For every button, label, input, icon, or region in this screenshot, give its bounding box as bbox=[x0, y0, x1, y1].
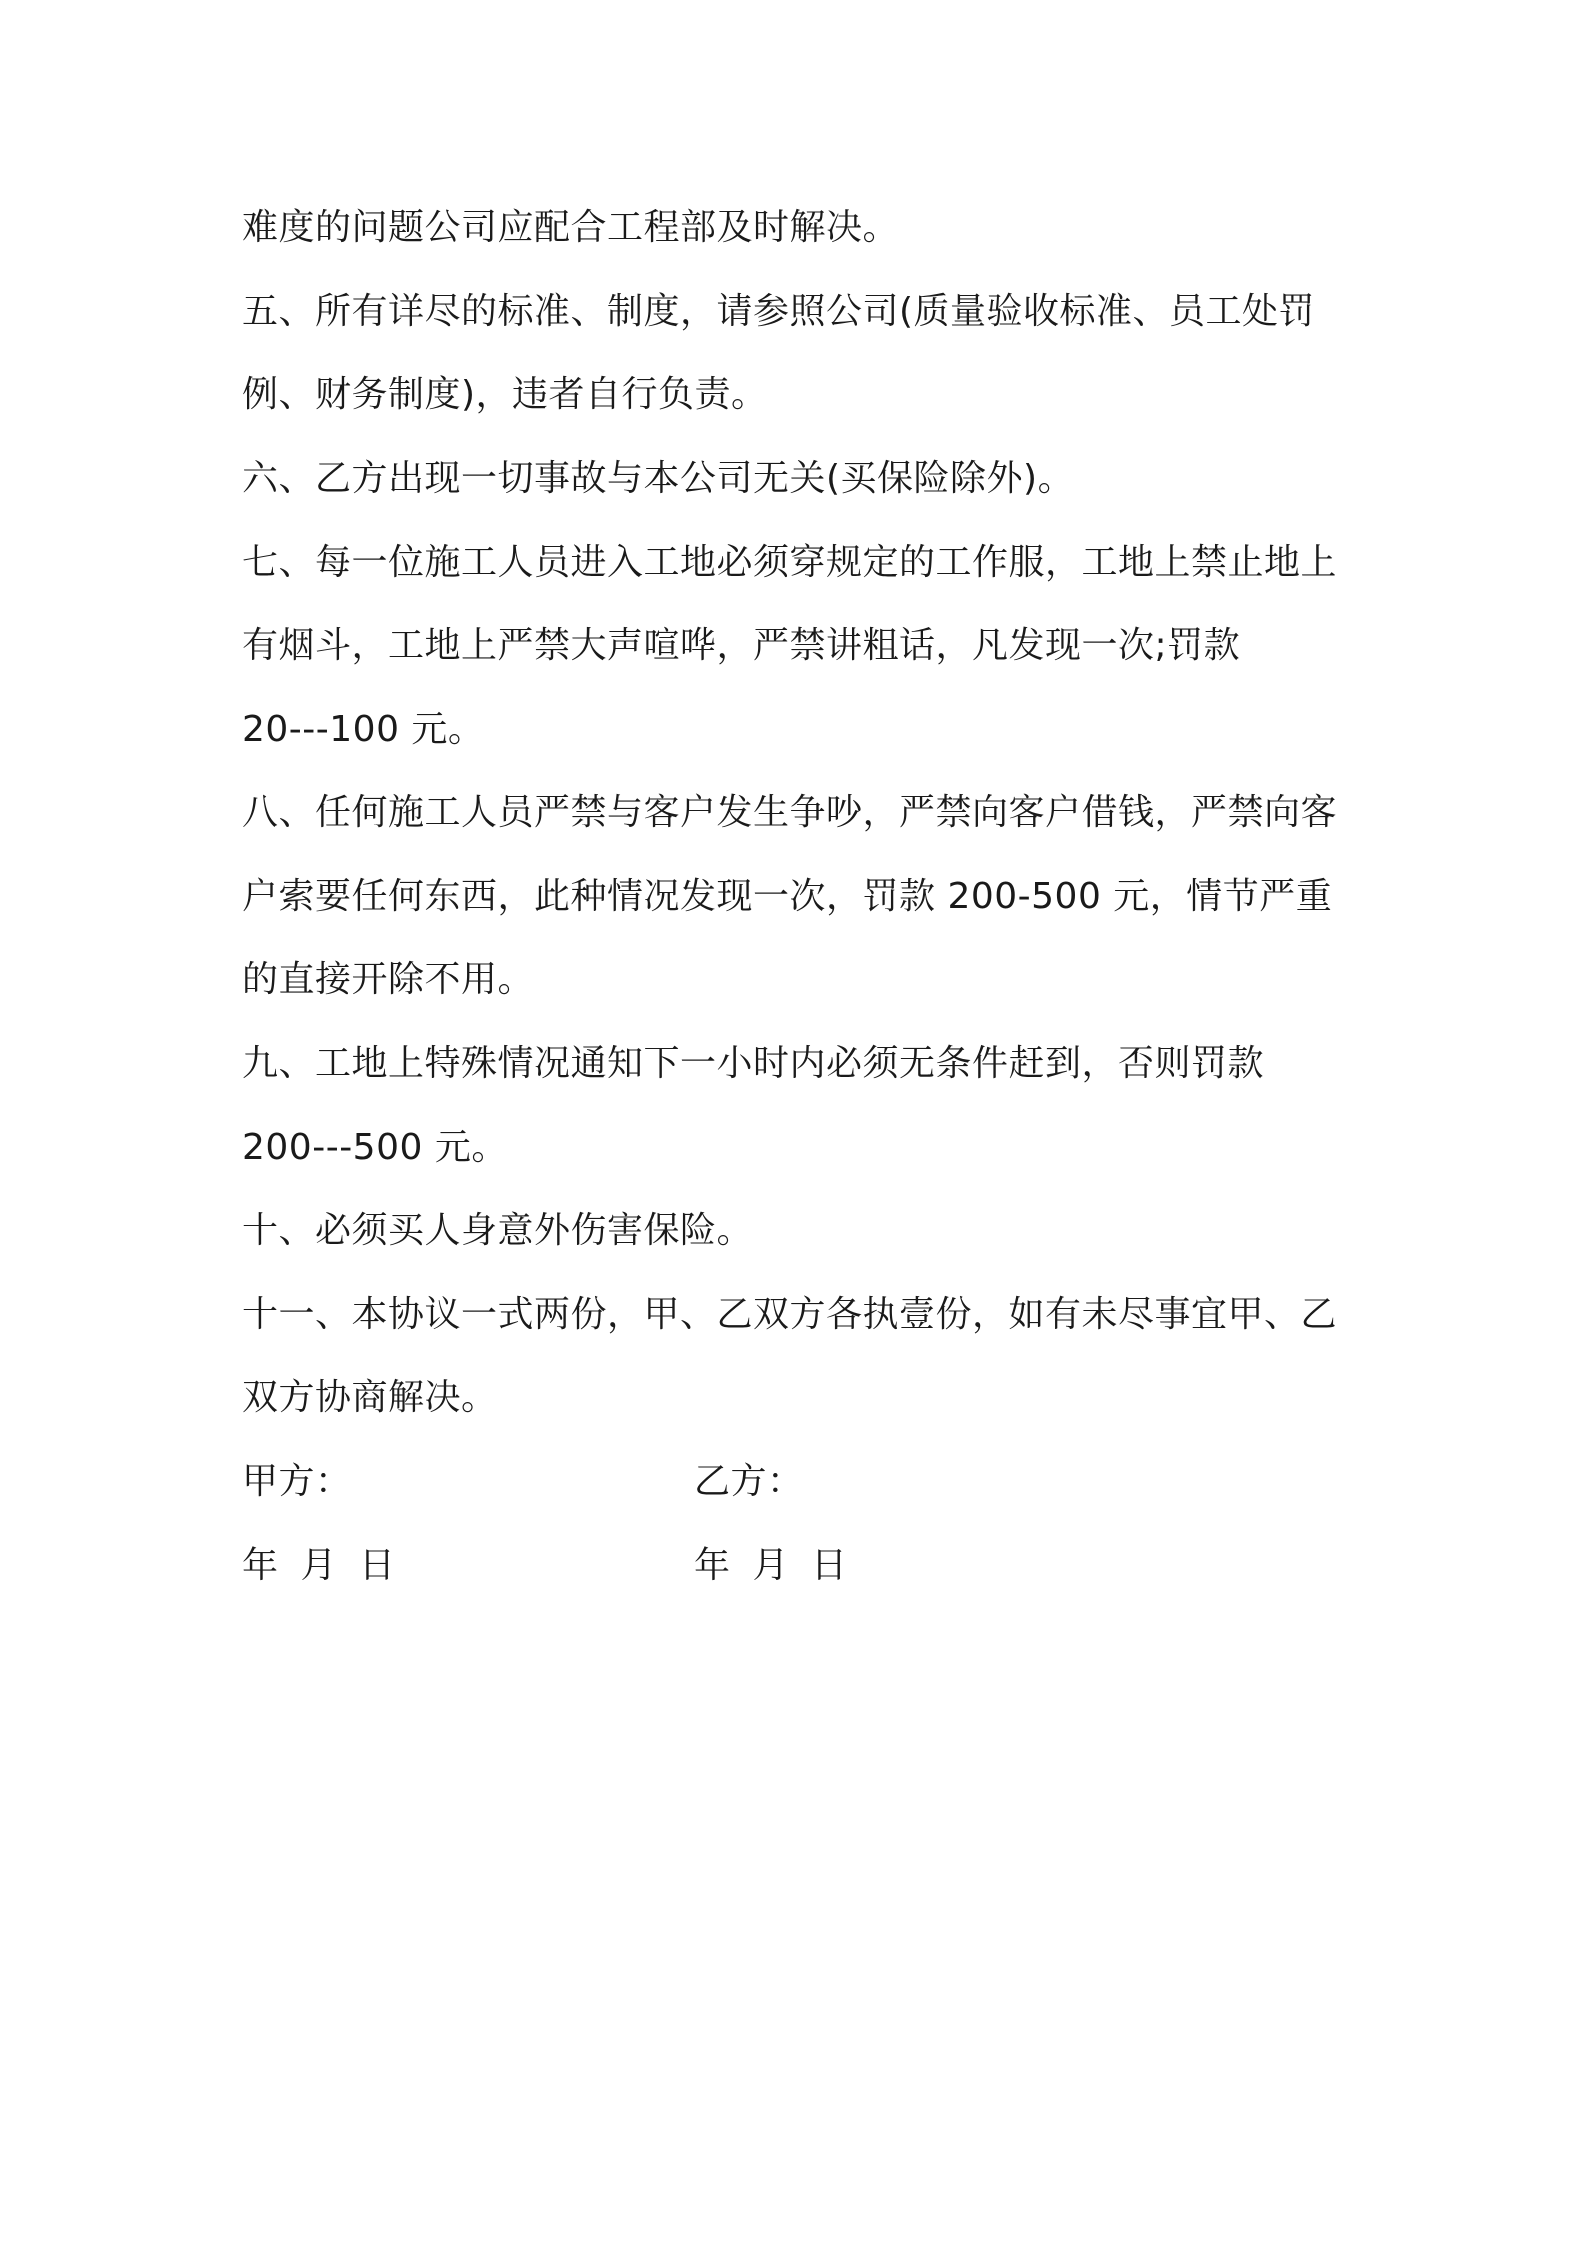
date-month: 月 bbox=[300, 1545, 338, 1586]
clause-6: 六、乙方出现一切事故与本公司无关(买保险除外)。 bbox=[242, 458, 1075, 499]
party-b-label: 乙方： bbox=[694, 1461, 804, 1502]
date-day: 日 bbox=[811, 1545, 848, 1586]
party-a-label: 甲方： bbox=[242, 1461, 352, 1502]
clause-5-line-1: 五、所有详尽的标准、制度，请参照公司(质量验收标准、员工处罚 bbox=[242, 291, 1316, 332]
clause-7-line-2: 有烟斗，工地上严禁大声喧哗，严禁讲粗话，凡发现一次;罚款 bbox=[242, 625, 1241, 666]
clause-7-line-3: 20---100 元。 bbox=[242, 709, 485, 750]
date-year: 年 bbox=[694, 1545, 731, 1586]
date-day: 日 bbox=[359, 1545, 396, 1586]
clause-5-line-2: 例、财务制度)，违者自行负责。 bbox=[242, 374, 768, 415]
date-month: 月 bbox=[752, 1545, 790, 1586]
text-line: 难度的问题公司应配合工程部及时解决。 bbox=[242, 207, 900, 248]
clause-11-line-2: 双方协商解决。 bbox=[242, 1377, 498, 1418]
clause-8-line-1: 八、任何施工人员严禁与客户发生争吵，严禁向客户借钱，严禁向客 bbox=[242, 792, 1338, 833]
clause-8-line-2: 户索要任何东西，此种情况发现一次，罚款 200-500 元，情节严重 bbox=[242, 876, 1333, 917]
clause-9-line-2: 200---500 元。 bbox=[242, 1127, 508, 1168]
clause-8-line-3: 的直接开除不用。 bbox=[242, 959, 535, 1000]
date-year: 年 bbox=[242, 1545, 279, 1586]
clause-9-line-1: 九、工地上特殊情况通知下一小时内必须无条件赶到，否则罚款 bbox=[242, 1043, 1265, 1084]
party-b-date bbox=[694, 1544, 870, 1588]
party-a-date bbox=[242, 1544, 418, 1588]
clause-7-line-1: 七、每一位施工人员进入工地必须穿规定的工作服，工地上禁止地上 bbox=[242, 542, 1338, 583]
clause-11-line-1: 十一、本协议一式两份，甲、乙双方各执壹份，如有未尽事宜甲、乙 bbox=[242, 1294, 1338, 1335]
clause-10: 十、必须买人身意外伤害保险。 bbox=[242, 1210, 754, 1251]
